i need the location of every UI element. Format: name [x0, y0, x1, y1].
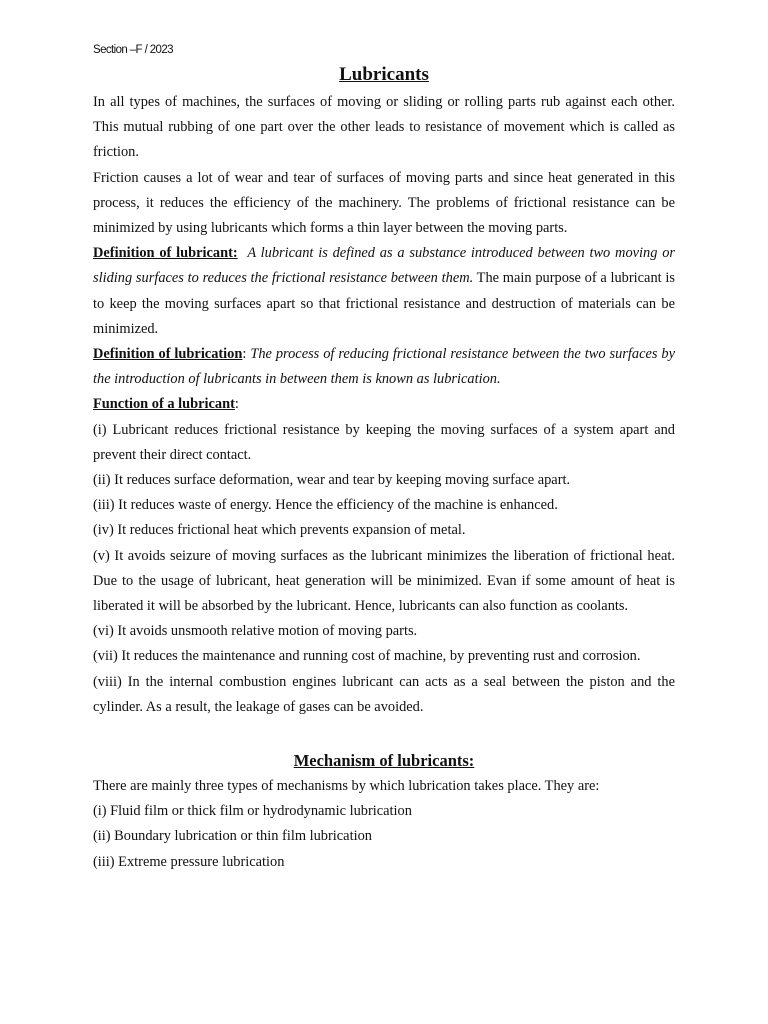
definition-lubrication-text: The process of reducing frictional resistance between the two surfaces by the introduction of lubricants in between them is known as lubrication.: [93, 346, 675, 388]
definition-lubrication: [93, 342, 675, 392]
definition-lubricant-term: Definition of lubricant:: [93, 245, 238, 262]
functions-list: [93, 418, 675, 720]
definition-lubricant-rest: The main purpose of a lubricant is to keep the moving surfaces apart so that frictional resistance and destruction of materials can be minimized.: [93, 270, 675, 337]
function-item: (vii) It reduces the maintenance and running cost of machine, by preventing rust and corrosion.: [93, 648, 641, 665]
function-item: (ii) It reduces surface deformation, wear and tear by keeping moving surface apart.: [93, 472, 571, 489]
function-item: (viii) In the internal combustion engines lubricant can acts as a seal between the piston and the cylinder. As a result, the leakage of gases can be avoided.: [93, 673, 675, 715]
function-item: (i) Lubricant reduces frictional resistance by keeping the moving surfaces of a system apart and prevent their direct contact.: [93, 421, 675, 463]
document-page: [93, 40, 675, 875]
mechanism-intro: There are mainly three types of mechanisms by which lubrication takes place. They are:: [93, 778, 600, 795]
definition-lubricant-text: A lubricant is defined as a substance introduced between two moving or sliding surfaces to reduces the frictional resistance between them.: [93, 245, 676, 287]
mechanism-title: Mechanism of lubricants:: [293, 751, 475, 771]
mechanism-list: [93, 799, 675, 875]
function-item: (iv) It reduces frictional heat which prevents expansion of metal.: [93, 522, 466, 539]
functions-heading: Function of a lubricant: [93, 396, 235, 413]
function-item: (v) It avoids seizure of moving surfaces as the lubricant minimizes the liberation of frictional heat. Due to the usage of lubricant, heat generation will be minimized. Evan if some amount of heat is liberated it will be absorbed by the lubricant. Hence, lubricants can also function as coolants.: [93, 547, 675, 615]
page-title: Lubricants: [339, 64, 429, 85]
mechanism-item: (i) Fluid film or thick film or hydrodynamic lubrication: [93, 803, 412, 820]
definition-lubricant: [93, 241, 675, 342]
function-item: (iii) It reduces waste of energy. Hence the efficiency of the machine is enhanced.: [93, 497, 558, 514]
definition-lubrication-colon: :: [242, 346, 247, 363]
functions-heading-line: [93, 392, 675, 417]
functions-heading-colon: :: [234, 396, 239, 413]
intro-paragraph-2: Friction causes a lot of wear and tear of surfaces of moving parts and since heat generated in this process, it reduces the efficiency of the machinery. The problems of frictional resistance can be minimized by using lubricants which forms a thin layer between the moving parts.: [93, 169, 675, 237]
section-tag: Section –F / 2023: [93, 44, 173, 56]
definition-lubrication-term: Definition of lubrication: [93, 346, 243, 363]
mechanism-item: (ii) Boundary lubrication or thin film lubrication: [93, 828, 372, 845]
mechanism-item: (iii) Extreme pressure lubrication: [93, 853, 285, 870]
function-item: (vi) It avoids unsmooth relative motion of moving parts.: [93, 623, 418, 640]
intro-paragraph-1: In all types of machines, the surfaces of moving or sliding or rolling parts rub against each other. This mutual rubbing of one part over the other leads to resistance of movement which is called as friction.: [93, 94, 675, 161]
